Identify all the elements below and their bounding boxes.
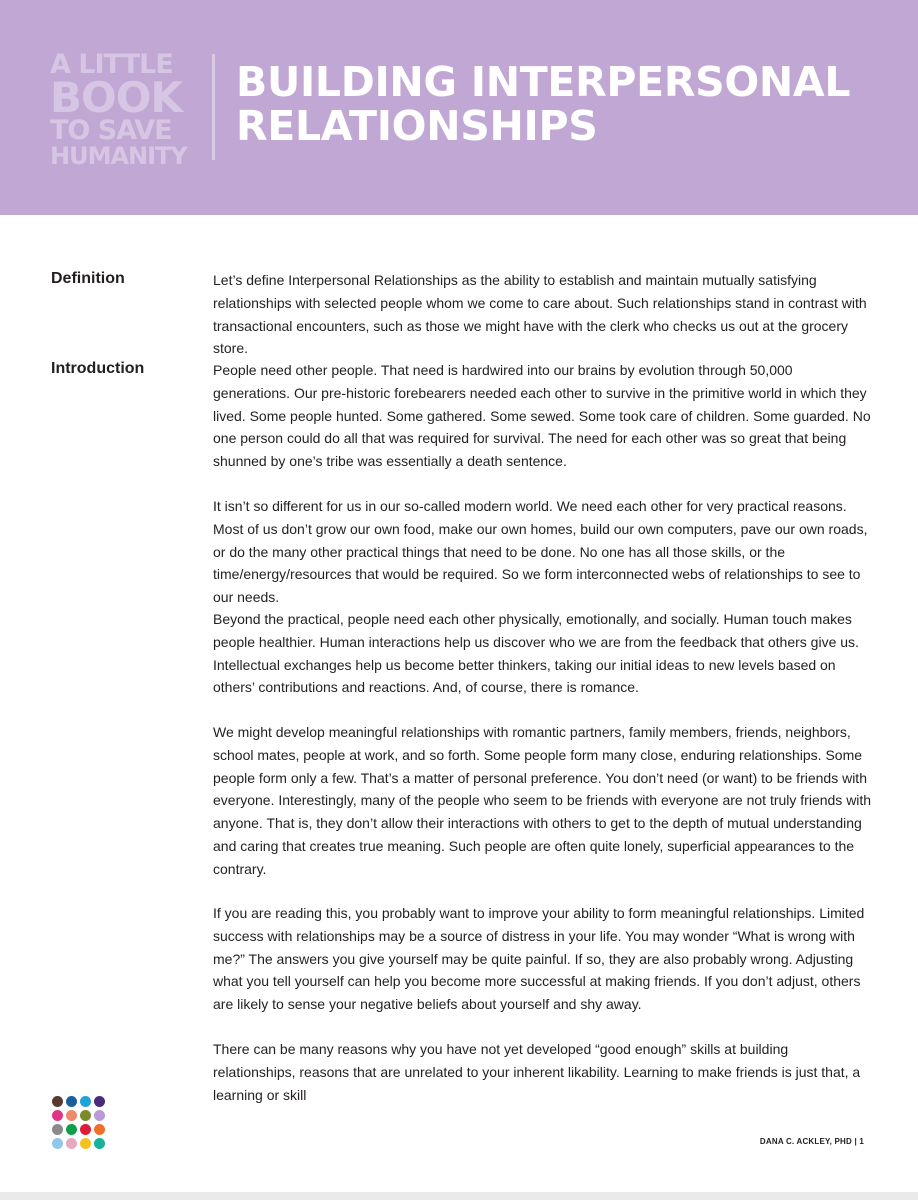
brand-line: TO SAVE [50,115,172,146]
page-footer [760,1137,864,1146]
paragraph: There can be many reasons why you have not yet developed “good enough” skills at building relationships, reasons that are unrelated to your inherent likability. Learning to make friends is just that, a learning or skill [213,1041,861,1103]
section-label-definition: Definition [51,270,125,287]
logo-dot [66,1124,77,1135]
introduction-text [213,359,873,473]
brand-line: BOOK [50,73,182,122]
header-divider [212,54,215,160]
logo-dot [66,1138,77,1149]
logo-dot [52,1124,63,1135]
paragraph: It isn’t so different for us in our so-called modern world. We need each other for very practical reasons. Most of us don’t grow our own food, make our own homes, build our own computers, pave our own roads, or do the many other practical things that need to be done. No one has all those skills, or the time/energy/resources that would be required. So we form interconnected webs of relationships to see to our needs. [213,498,868,606]
paragraph: People need other people. That need is hardwired into our brains by evolution through 50,000 generations. Our pre-historic forebearers needed each other to survive in the primitive world in which they lived. Some people hunted. Some gathered. Some sewed. Some took care of children. Some guarded. No one person could do all that was required for survival. The need for each other was so great that being shunned by one’s tribe was essentially a death sentence. [213,362,871,470]
logo-dot [94,1124,105,1135]
paragraph: Beyond the practical, people need each other physically, emotionally, and socially. Human touch makes people healthier. Human interactions help us discover who we are from the feedback that others give us. Intellectual exchanges help us become better thinkers, taking our initial ideas to new levels based on others’ contributions and reactions. And, of course, there is romance. [213,611,859,696]
logo-dot [94,1096,105,1107]
paragraph: Let’s define Interpersonal Relationships as the ability to establish and maintain mutually satisfying relationships with selected people whom we come to care about. Such relationships stand in contrast with transactional encounters, such as those we might have with the clerk who checks us out at the grocery store. [213,272,867,357]
introduction-text [213,902,873,1016]
introduction-text [213,1038,873,1106]
logo-dot [94,1110,105,1121]
brand-logo-text [50,49,196,170]
logo-dot [52,1138,63,1149]
introduction-text [213,495,873,609]
logo-dot [66,1110,77,1121]
logo-dot [52,1096,63,1107]
colorful-dots-logo [52,1096,108,1152]
footer-author: DANA C. ACKLEY, PHD [759,1137,853,1146]
footer-separator: | [854,1137,857,1146]
paragraph: We might develop meaningful relationships with romantic partners, family members, friends, neighbors, school mates, people at work, and so forth. Some people form many close, enduring relationships. Some people form only a few. That’s a matter of personal preference. You don’t need (or want) to be friends with everyone. Interestingly, many of the people who seem to be friends with everyone are not truly friends with anyone. That is, they don’t allow their interactions with others to get to the depth of mutual understanding and caring that creates true meaning. Such people are often quite lonely, superficial appearances to the contrary. [213,724,872,877]
logo-dot [80,1138,91,1149]
introduction-text [213,608,873,699]
introduction-text [213,721,873,881]
bottom-edge [0,1192,918,1200]
page-title: BUILDING INTERPERSONAL RELATIONSHIPS [236,58,851,150]
brand-line: A LITTLE [50,49,173,80]
definition-text [213,269,873,360]
logo-dot [80,1124,91,1135]
logo-dot [80,1096,91,1107]
section-label-introduction: Introduction [51,360,145,377]
logo-dot [66,1096,77,1107]
paragraph: If you are reading this, you probably want to improve your ability to form meaningful relationships. Limited success with relationships may be a source of distress in your life. You may wonder “What is wrong with me?” The answers you give yourself may be quite painful. If so, they are also probably wrong. Adjusting what you tell yourself can help you become more successful at making friends. If you don’t adjust, others are likely to sense your negative beliefs about yourself and shy away. [213,905,865,1013]
header-banner [0,0,918,215]
logo-dot [94,1138,105,1149]
brand-line: HUMANITY [50,142,187,170]
logo-dot [80,1110,91,1121]
logo-dot [52,1110,63,1121]
page-number: 1 [859,1137,864,1146]
